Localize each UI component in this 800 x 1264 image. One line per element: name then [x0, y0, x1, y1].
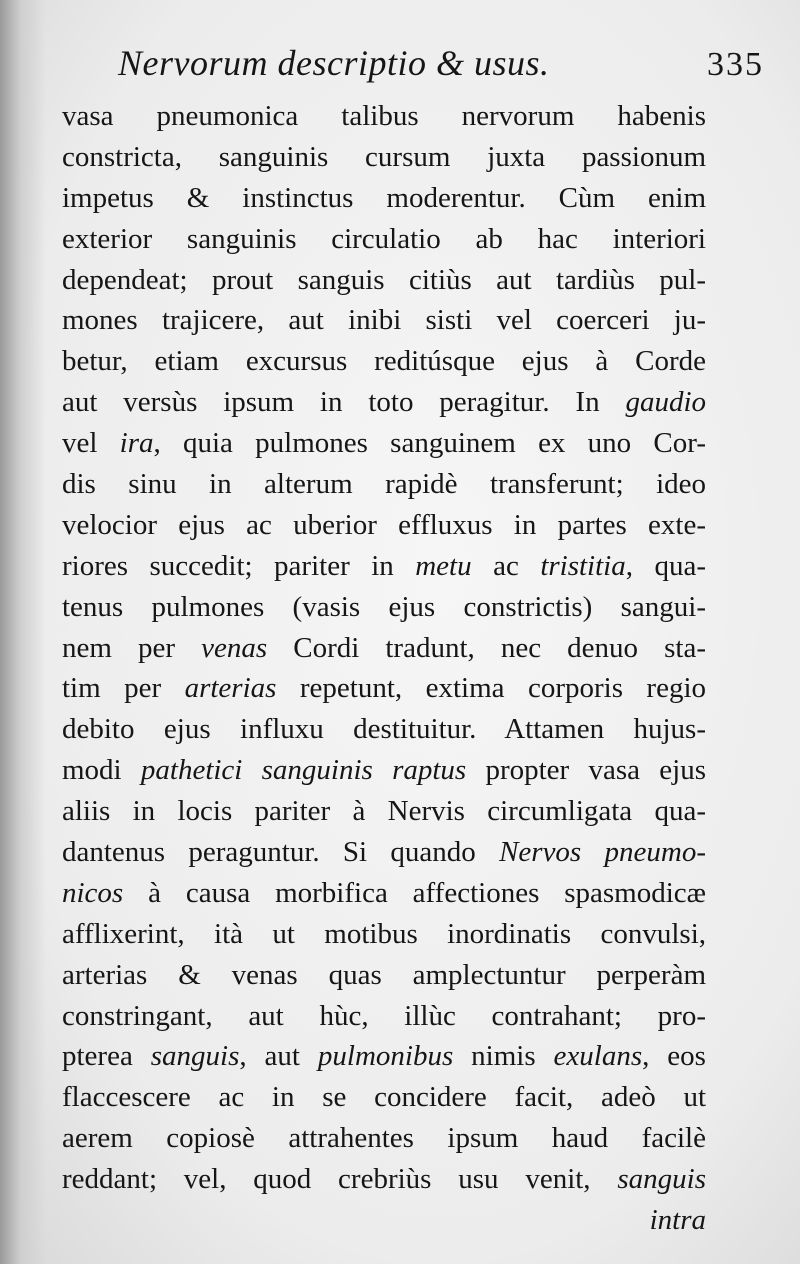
text-segment: à causa morbifica affectiones spasmodicæ	[123, 876, 706, 909]
text-segment: repetunt, extima corporis regio	[276, 672, 707, 705]
text-line	[62, 709, 706, 750]
text-segment: reddant; vel, quod crebriùs usu venit,	[62, 1163, 618, 1196]
text-segment: propter vasa ejus	[466, 754, 706, 787]
text-segment: nem per	[62, 631, 202, 664]
italic-segment: sanguis	[617, 1163, 706, 1196]
text-line	[62, 464, 706, 505]
text-segment: tenus pulmones (vasis ejus constrictis) sangui-	[62, 590, 706, 623]
text-segment: modi	[62, 754, 141, 787]
text-line	[62, 1118, 706, 1159]
page-number: 335	[707, 46, 764, 83]
text-line	[62, 423, 706, 464]
text-segment: exterior sanguinis circulatio ab hac interiori	[62, 222, 706, 255]
text-line	[62, 1159, 706, 1200]
italic-segment: arterias	[184, 672, 277, 705]
text-line	[62, 1200, 706, 1241]
italic-segment: nicos	[62, 876, 124, 909]
text-line	[62, 914, 706, 955]
text-segment: constringant, aut hùc, illùc contrahant; pro-	[62, 999, 706, 1032]
italic-segment: pulmonibus	[317, 1040, 454, 1073]
text-segment: , aut	[239, 1040, 318, 1073]
italic-segment: exulans	[553, 1040, 643, 1073]
text-line	[62, 791, 706, 832]
text-line	[62, 1077, 706, 1118]
text-segment: afflixerint, ità ut motibus inordinatis convulsi,	[62, 917, 706, 950]
text-segment: vel	[62, 427, 120, 460]
text-line	[62, 1036, 706, 1077]
italic-segment: pathetici sanguinis raptus	[140, 754, 467, 787]
text-segment: , quia pulmones sanguinem ex uno Cor-	[153, 427, 706, 460]
text-line	[62, 955, 706, 996]
text-segment: ac	[471, 549, 541, 582]
text-segment: nimis	[453, 1040, 554, 1073]
text-line	[62, 546, 706, 587]
text-line	[62, 178, 706, 219]
text-segment: dantenus peraguntur. Si quando	[62, 836, 500, 869]
text-line	[62, 750, 706, 791]
italic-segment: sanguis	[150, 1040, 240, 1073]
text-segment: Cordi tradunt, nec denuo sta-	[267, 631, 706, 664]
italic-segment: metu	[415, 549, 472, 582]
text-line	[62, 873, 706, 914]
italic-segment: gaudio	[625, 386, 706, 419]
text-segment: betur, etiam excursus reditúsque ejus à Corde	[62, 345, 706, 378]
text-segment: arterias & venas quas amplectuntur perperàm	[62, 958, 706, 991]
text-segment: vasa pneumonica talibus nervorum habenis	[62, 100, 706, 132]
text-line	[62, 219, 706, 260]
italic-segment: tristitia	[540, 549, 626, 582]
text-line	[62, 587, 706, 628]
text-segment: aut versùs ipsum in toto peragitur. In	[62, 386, 626, 419]
text-segment: tim per	[62, 672, 185, 705]
text-line	[62, 628, 706, 669]
text-line	[62, 668, 706, 709]
italic-segment: ira	[119, 427, 154, 460]
text-segment: riores succedit; pariter in	[62, 549, 416, 582]
text-segment: pterea	[62, 1040, 151, 1073]
text-segment: , qua-	[625, 549, 706, 582]
text-segment: flaccescere ac in se concidere facit, adeò ut	[62, 1081, 706, 1114]
text-segment: dis sinu in alterum rapidè transferunt; ideo	[62, 468, 706, 501]
text-line	[62, 505, 706, 546]
text-line	[62, 300, 706, 341]
gutter-shadow	[0, 0, 46, 1264]
body-text	[62, 96, 706, 1241]
text-segment: , eos	[642, 1040, 706, 1073]
text-line	[62, 137, 706, 178]
text-segment: aliis in locis pariter à Nervis circumligata qua-	[62, 795, 706, 828]
text-segment: velocior ejus ac uberior effluxus in partes exte-	[62, 508, 706, 541]
text-segment: dependeat; prout sanguis citiùs aut tardiùs pul-	[62, 263, 706, 296]
italic-segment: intra	[649, 1204, 706, 1237]
text-line	[62, 96, 706, 137]
text-line	[62, 996, 706, 1037]
text-line	[62, 341, 706, 382]
text-segment: mones trajicere, aut inibi sisti vel coerceri ju-	[62, 304, 706, 337]
text-line	[62, 260, 706, 301]
running-title: Nervorum descriptio & usus.	[118, 43, 550, 83]
text-line	[62, 382, 706, 423]
page-header	[118, 42, 768, 92]
italic-segment: venas	[201, 631, 268, 664]
text-segment: debito ejus influxu destituitur. Attamen hujus-	[62, 713, 706, 746]
text-segment: impetus & instinctus moderentur. Cùm enim	[62, 181, 706, 214]
text-segment: constricta, sanguinis cursum juxta passionum	[62, 140, 706, 173]
italic-segment: Nervos pneumo-	[499, 836, 706, 869]
text-segment: aerem copiosè attrahentes ipsum haud facilè	[62, 1122, 706, 1155]
text-line	[62, 832, 706, 873]
